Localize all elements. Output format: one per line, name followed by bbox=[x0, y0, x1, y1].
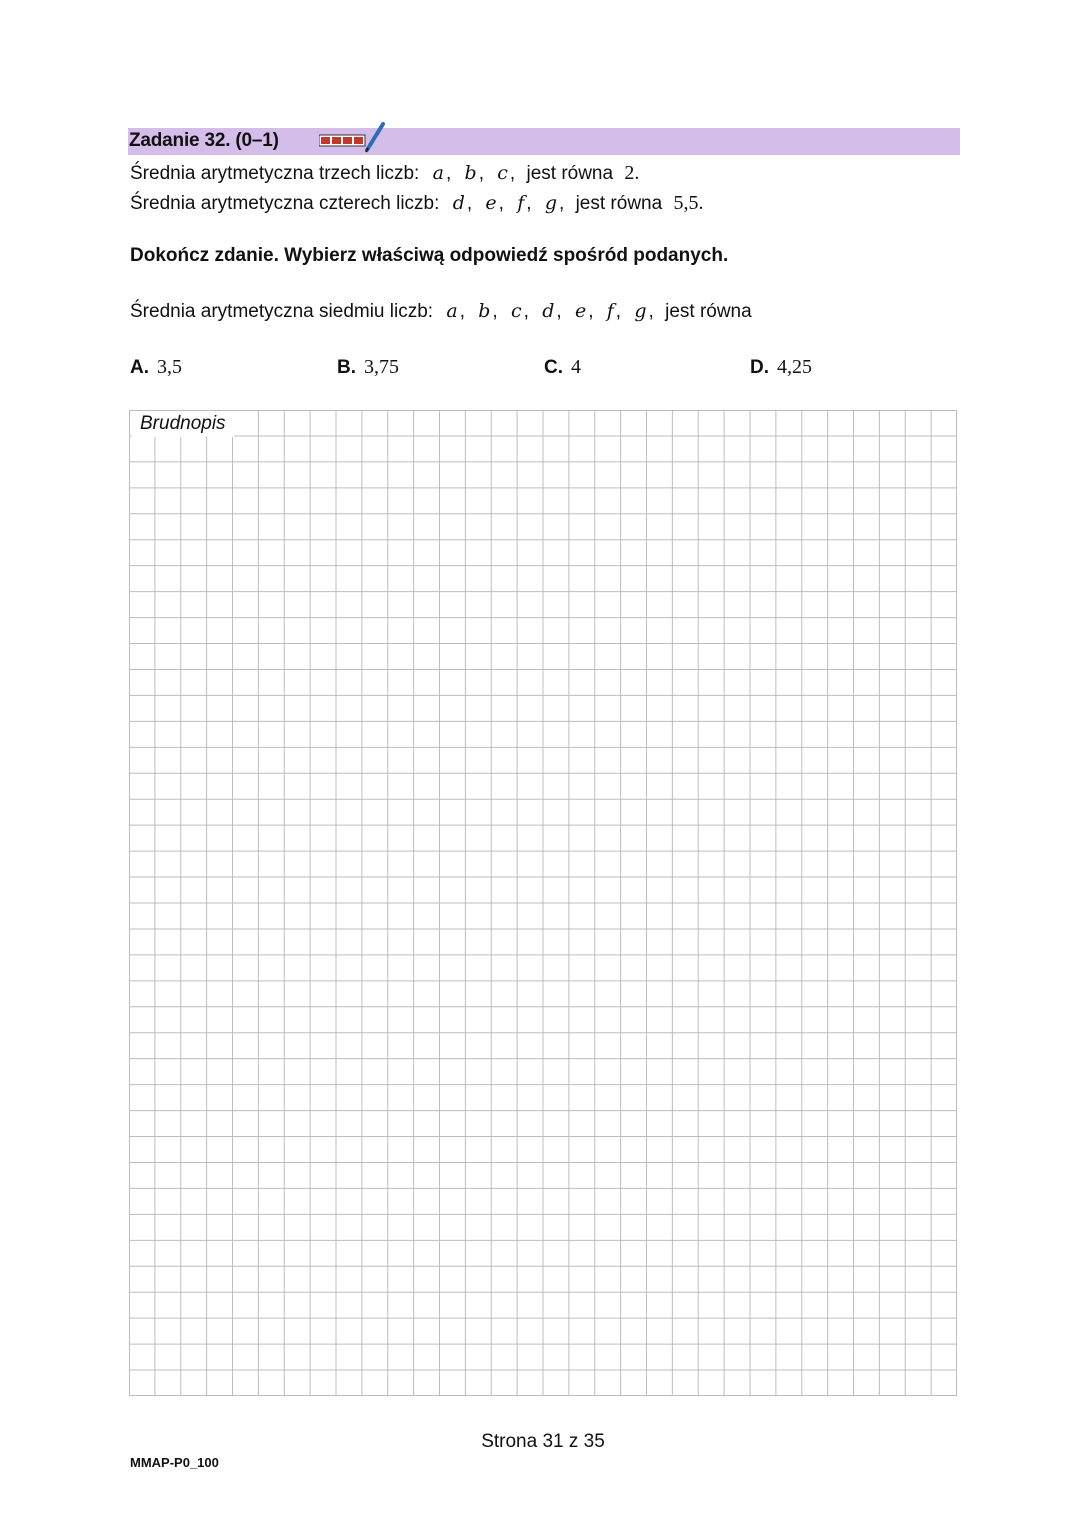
var-b: b bbox=[464, 162, 477, 184]
option-a-value: 3,5 bbox=[157, 356, 182, 378]
q-var-f: f bbox=[606, 300, 614, 322]
option-a-letter: A. bbox=[130, 357, 149, 378]
question-suffix: jest równa bbox=[665, 301, 752, 322]
option-b-value: 3,75 bbox=[364, 356, 399, 378]
pen-and-boxes-icon bbox=[319, 122, 389, 156]
var-f: f bbox=[517, 192, 525, 214]
draft-area[interactable] bbox=[129, 410, 957, 1396]
draft-grid bbox=[129, 410, 957, 1396]
page-number: Strona 31 z 35 bbox=[481, 1431, 605, 1452]
instruction: Dokończ zdanie. Wybierz właściwą odpowiedź spośród podanych. bbox=[130, 245, 729, 266]
option-b-letter: B. bbox=[337, 357, 356, 378]
question-line: Średnia arytmetyczna siedmiu liczb: a , b , c , d , e , f , g , jest równa bbox=[130, 300, 752, 322]
var-c: c bbox=[497, 162, 508, 184]
option-d-letter: D. bbox=[750, 357, 769, 378]
option-c[interactable] bbox=[544, 356, 581, 379]
task-title: Zadanie 32. (0–1) bbox=[129, 130, 279, 151]
q-var-c: c bbox=[510, 300, 522, 322]
var-a: a bbox=[432, 162, 444, 184]
var-d: d bbox=[452, 192, 465, 214]
option-b[interactable] bbox=[337, 356, 399, 379]
var-e: e bbox=[485, 192, 497, 214]
question-prefix: Średnia arytmetyczna siedmiu liczb: bbox=[130, 301, 434, 322]
q-var-e: e bbox=[574, 300, 587, 322]
var-g: g bbox=[544, 192, 558, 214]
option-c-value: 4 bbox=[571, 356, 581, 378]
option-d[interactable] bbox=[750, 356, 812, 379]
statement-1-value: 2. bbox=[624, 162, 640, 184]
statement-1-suffix: jest równa bbox=[526, 163, 614, 184]
draft-label: Brudnopis bbox=[132, 411, 234, 437]
statement-2-suffix: jest równa bbox=[575, 193, 663, 214]
exam-code: MMAP-P0_100 bbox=[130, 1455, 219, 1470]
option-a[interactable] bbox=[130, 356, 182, 379]
q-var-b: b bbox=[478, 300, 491, 322]
option-c-letter: C. bbox=[544, 357, 563, 378]
statement-1-prefix: Średnia arytmetyczna trzech liczb: bbox=[130, 163, 420, 184]
statement-line-2: Średnia arytmetyczna czterech liczb: d , e , f , g , jest równa 5,5. bbox=[130, 192, 704, 214]
q-var-g: g bbox=[634, 300, 647, 322]
option-d-value: 4,25 bbox=[777, 356, 812, 378]
statement-2-value: 5,5. bbox=[673, 192, 704, 214]
q-var-d: d bbox=[542, 300, 555, 322]
statement-2-prefix: Średnia arytmetyczna czterech liczb: bbox=[130, 193, 440, 214]
q-var-a: a bbox=[446, 300, 458, 322]
task-header bbox=[128, 128, 960, 155]
statement-line-1: Średnia arytmetyczna trzech liczb: a , b , c , jest równa 2. bbox=[130, 162, 640, 184]
